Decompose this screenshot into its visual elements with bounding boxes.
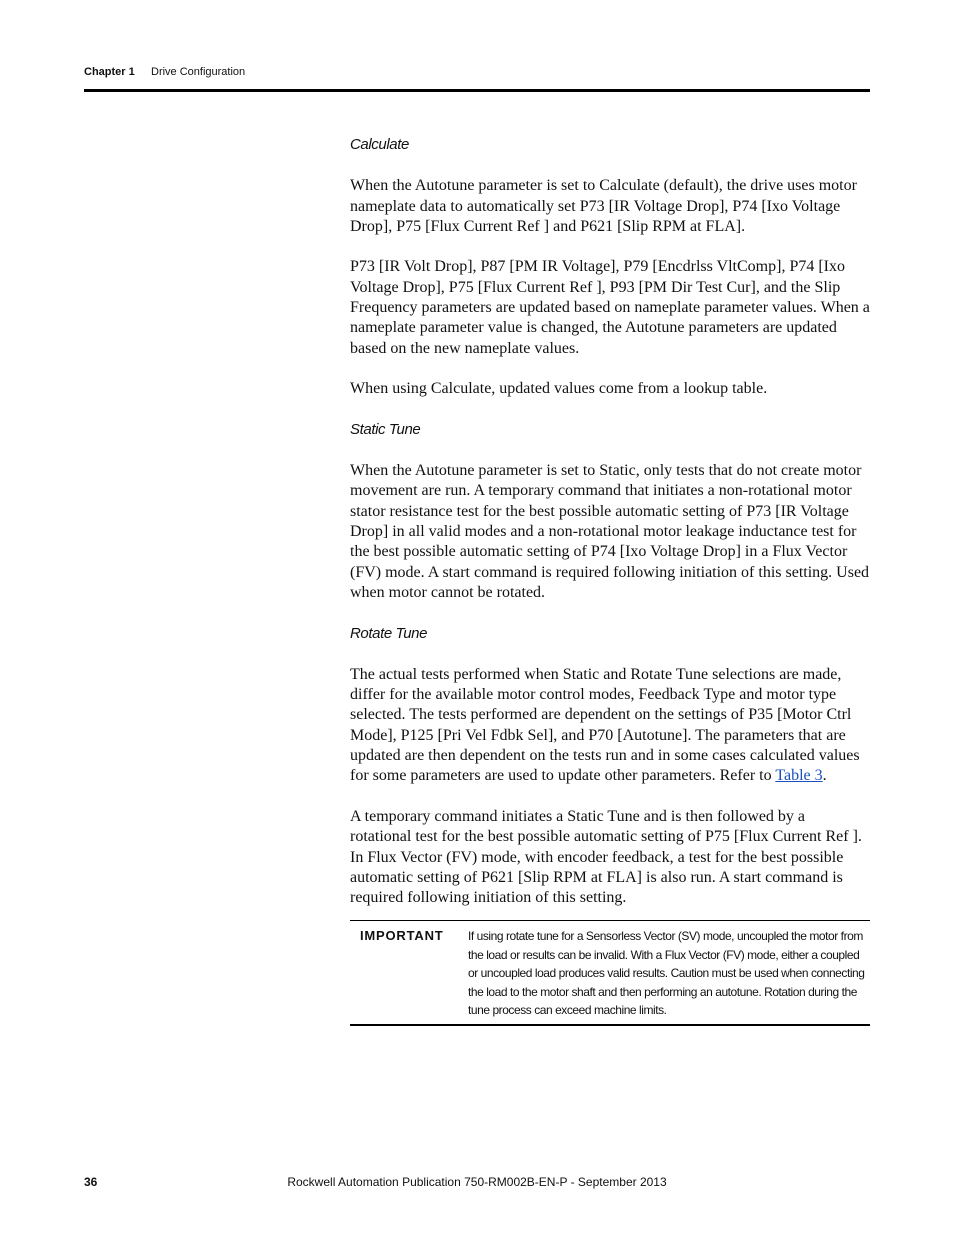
publication-footer: Rockwell Automation Publication 750-RM002B-EN-P - September 2013 <box>287 1175 667 1189</box>
rotate-tune-heading: Rotate Tune <box>350 624 428 642</box>
calculate-heading: Calculate <box>350 136 409 153</box>
important-label: IMPORTANT <box>360 928 444 943</box>
section-title: Drive Configuration <box>151 66 246 78</box>
header-rule <box>84 89 870 92</box>
static-tune-heading: Static Tune <box>350 420 421 438</box>
rotate-text-a: The actual tests performed when Static and Rotate Tune selections are made, differ for the available motor control modes, Feedback Type and motor type selected. The tests performed are dependent on the settings of P35 [Motor Ctrl Mode], P125 [Pri Vel Fdbk Sel], and P70 [Autotune]. The parameters that are updated are then dependent on the tests run and in some cases calculated values for some parameters are used to update other parameters. Refer to <box>350 665 860 785</box>
main-content <box>350 135 870 929</box>
chapter-label: Chapter 1 <box>84 66 135 78</box>
rotate-tune-paragraph-2: A temporary command initiates a Static Tune and is then followed by a rotational test for the best possible automatic setting of P75 [Flux Current Ref ]. In Flux Vector (FV) mode, with encoder feedback, a test for the best possible automatic setting of P621 [Slip RPM at FLA] is also run. A start command is required following initiation of this setting. <box>350 807 862 907</box>
rotate-tune-paragraph-1 <box>350 665 870 787</box>
important-note-box <box>350 920 870 1026</box>
calculate-paragraph-3: When using Calculate, updated values come from a lookup table. <box>350 380 768 398</box>
running-header <box>84 66 246 78</box>
static-tune-paragraph: When the Autotune parameter is set to Static, only tests that do not create motor movement are run. A temporary command that initiates a non-rotational motor stator resistance test for the best possible automatic setting of P73 [IR Voltage Drop] in all valid modes and a non-rotational motor leakage inductance test for the best possible automatic setting of P74 [Ixo Voltage Drop] in a Flux Vector (FV) mode. A start command is required following initiation of this setting. Used when motor cannot be rotated. <box>350 462 870 601</box>
rotate-text-b: . <box>822 767 827 785</box>
important-text: If using rotate tune for a Sensorless Vector (SV) mode, uncoupled the motor from the load or results can be invalid. With a Flux Vector (FV) mode, either a coupled or uncoupled load produces valid results. Caution must be used when connecting the load to the motor shaft and then performing an autotune. Rotation during the tune process can exceed machine limits. <box>468 929 865 1018</box>
table-3-link[interactable]: Table 3 <box>775 767 823 785</box>
page-number: 36 <box>84 1175 98 1189</box>
calculate-paragraph-1: When the Autotune parameter is set to Calculate (default), the drive uses motor nameplate data to automatically set P73 [IR Voltage Drop], P74 [Ixo Voltage Drop], P75 [Flux Current Ref ] and P621 [Slip RPM at FLA]. <box>350 177 857 235</box>
calculate-paragraph-2: P73 [IR Volt Drop], P87 [PM IR Voltage], P79 [Encdrlss VltComp], P74 [Ixo Voltage Drop], P75 [Flux Current Ref ], P93 [PM Dir Test Cur], and the Slip Frequency parameters are updated based on nameplate parameter values. When a nameplate parameter value is changed, the Autotune parameters are updated based on the new nameplate values. <box>350 258 870 357</box>
